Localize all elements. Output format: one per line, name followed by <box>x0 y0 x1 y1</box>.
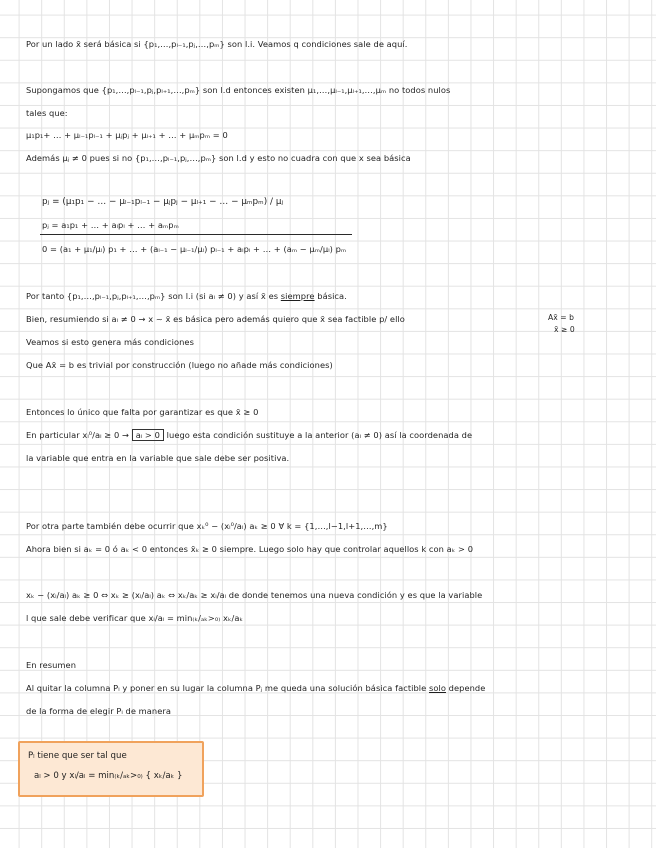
text-segment: En particular <box>26 430 80 440</box>
underlined-word: solo <box>429 683 446 693</box>
equation-line: pⱼ = (μ₁p₁ − … − μₗ₋₁pₗ₋₁ − μⱼpⱼ − μₗ₊₁ − … − μₘpₘ) / μⱼ <box>42 197 284 207</box>
text-segment: Al quitar la columna Pₗ y poner en su lugar la columna Pⱼ me queda una solución básica factible <box>26 683 427 693</box>
text-line: Entonces lo único que falta por garantizar es que x̄ ≥ 0 <box>26 407 259 417</box>
text-line: Además μⱼ ≠ 0 pues si no {p₁,…,pₗ₋₁,pⱼ,…,pₘ} son l.d y esto no cuadra con que x sea básica <box>26 153 411 163</box>
equation-line: μ₁p₁+ … + μₗ₋₁pₗ₋₁ + μⱼpⱼ + μₗ₊₁ + … + μₘpₘ = 0 <box>26 130 228 140</box>
text-line: Bien, resumiendo si aₗ ≠ 0 → x ~ x̄ es básica pero además quiero que x̄ sea factible p/ ello <box>26 314 405 324</box>
text-line: de la forma de elegir Pₗ de manera <box>26 706 171 716</box>
text-line <box>26 682 656 694</box>
text-segment: básica. <box>317 291 347 301</box>
text-segment: luego esta condición sustituye a la anterior (aₗ ≠ 0) así la coordenada de <box>166 430 473 440</box>
text-line: Supongamos que {p₁,…,pₗ₋₁,pⱼ,pₗ₊₁,…,pₘ} son l.d entonces existen μ₁,…,μₗ₋₁,μₗ₊₁,…,μₘ no todos nulos <box>26 85 451 95</box>
text-line: Por un lado x̄ será básica si {p₁,…,pₗ₋₁,pⱼ,…,pₘ} son l.i. Veamos q condiciones sale de aquí. <box>26 39 408 49</box>
equation-rule <box>40 234 352 235</box>
text-line: Por otra parte también debe ocurrir que xₖ⁰ − (xₗ⁰/aₗ) aₖ ≥ 0 ∀ k = {1,…,l−1,l+1,…,m} <box>26 521 388 531</box>
equation-line: pⱼ = a₁p₁ + … + aₗpₗ + … + aₘpₘ <box>42 220 179 230</box>
text-line <box>26 290 656 302</box>
summary-line: Pₗ tiene que ser tal que <box>28 751 127 761</box>
text-line: la variable que entra en la variable que sale debe ser positiva. <box>26 453 290 463</box>
equation-line: l que sale debe verificar que xₗ/aₗ = min₍ₖ/ₐₖ>₀₎ xₖ/aₖ <box>26 613 244 623</box>
text-line: tales que: <box>26 108 68 118</box>
summary-equation: aₗ > 0 y xₗ/aₗ = min₍ₖ/ₐₖ>₀₎ { xₖ/aₖ } <box>34 771 183 781</box>
equation-line: xₖ − (xₗ/aₗ) aₖ ≥ 0 ⇔ xₖ ≥ (xₗ/aₗ) aₖ ⇔ xₖ/aₖ ≥ xₗ/aₗ de donde tenemos una nueva condición y es que la variable <box>26 590 483 600</box>
condition-line: x̄ ≥ 0 <box>554 325 575 334</box>
text-line: Que Ax̄ = b es trivial por construcción (luego no añade más condiciones) <box>26 360 333 370</box>
equation-line: 0 = (a₁ + μ₁/μₗ) p₁ + … + (aₗ₋₁ − μₗ₋₁/μₗ) pₗ₋₁ + aₗpₗ + … + (aₘ − μₘ/μₗ) pₘ <box>42 244 347 254</box>
text-line <box>26 429 656 441</box>
equation-segment: xₗ⁰/aₗ ≥ 0 → <box>82 430 129 440</box>
text-line: Veamos si esto genera más condiciones <box>26 337 194 347</box>
summary-box <box>18 741 204 797</box>
section-heading: En resumen <box>26 660 76 670</box>
underlined-word: siempre <box>280 291 315 301</box>
condition-line: Ax̄ = b <box>548 313 574 322</box>
boxed-condition: aₗ > 0 <box>132 429 164 441</box>
text-line: Ahora bien si aₖ = 0 ó aₖ < 0 entonces x̄ₖ ≥ 0 siempre. Luego solo hay que controlar aquellos k con aₖ > 0 <box>26 544 474 554</box>
text-segment: depende <box>448 683 486 693</box>
text-segment: Por tanto {p₁,…,pₗ₋₁,pⱼ,pₗ₊₁,…,pₘ} son l.i (si aₗ ≠ 0) y así x̄ es <box>26 291 279 301</box>
